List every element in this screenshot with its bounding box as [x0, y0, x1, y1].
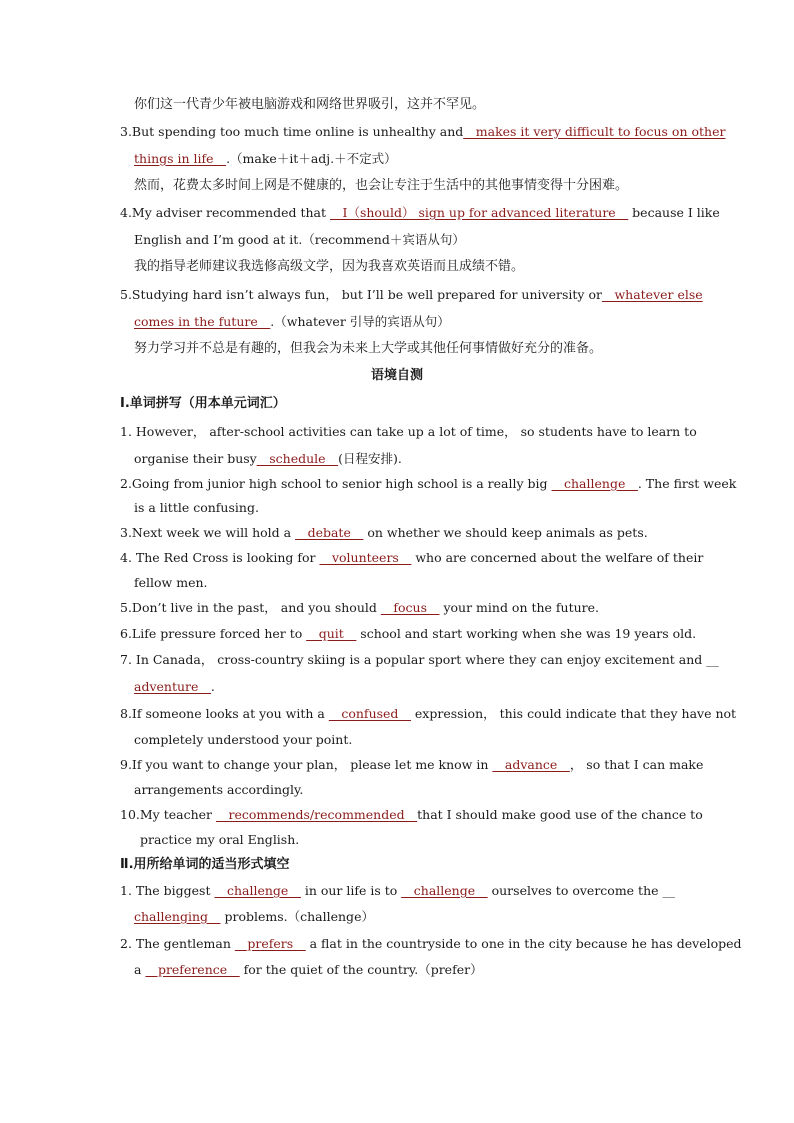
line-13	[120, 424, 697, 440]
text: 1. The biggest	[120, 883, 215, 898]
text: completely understood your point.	[134, 732, 353, 747]
answer: __whatever else	[601, 287, 703, 302]
text: 3.But spending too much time online is unhealthy and	[120, 124, 464, 139]
text: is a little confusing.	[134, 500, 259, 515]
text: a flat in the countryside to one in the city because he has developed	[305, 936, 742, 951]
answer: __I（should） sign up for advanced literature__	[330, 205, 629, 220]
line-10	[134, 341, 602, 357]
text: school and start working when she was 19 years old.	[356, 626, 697, 641]
line-19	[134, 575, 208, 591]
line-20	[120, 600, 599, 616]
text: 6.Life pressure forced her to	[120, 626, 307, 641]
text: that I should make good use of the chance to	[417, 807, 703, 822]
answer: __advance__	[492, 757, 570, 772]
text: organise their busy	[134, 451, 257, 466]
answer: challenging__	[134, 909, 221, 924]
answer: __challenge__	[214, 883, 301, 898]
line-34	[134, 962, 483, 978]
line-23	[134, 679, 215, 695]
text: 我的指导老师建议我选修高级文学，因为我喜欢英语而且成绩不错。	[134, 259, 525, 274]
line-25	[134, 732, 352, 748]
text: arrangements accordingly.	[134, 782, 304, 797]
section-heading-1	[120, 396, 286, 412]
answer: __prefers__	[234, 936, 306, 951]
section-title	[0, 368, 794, 384]
line-5	[120, 205, 720, 221]
text: because I like	[628, 205, 720, 220]
line-21	[120, 626, 696, 642]
text: practice my oral English.	[140, 832, 300, 847]
text: 4. The Red Cross is looking for	[120, 550, 320, 565]
answer: adventure__	[134, 679, 211, 694]
text: who are concerned about the welfare of their	[411, 550, 704, 565]
line-3	[134, 151, 397, 167]
answer: __challenge__	[401, 883, 488, 898]
answer: __debate__	[295, 525, 364, 540]
answer: __focus__	[380, 600, 440, 615]
text: your mind on the future.	[439, 600, 600, 615]
text: 8.If someone looks at you with a	[120, 706, 329, 721]
text: 3.Next week we will hold a	[120, 525, 296, 540]
line-17	[120, 525, 648, 541]
text: 10.My teacher	[120, 807, 216, 822]
answer: __recommends/recommended__	[215, 807, 418, 822]
line-28	[120, 807, 703, 823]
answer: __makes it very difficult to focus on other	[463, 124, 726, 139]
text: 5.Don’t live in the past， and you should	[120, 600, 381, 615]
text: Ⅰ.单词拼写（用本单元词汇）	[120, 396, 286, 411]
text: fellow men.	[134, 575, 208, 590]
answer: __quit__	[306, 626, 357, 641]
text: 7. In Canada， cross-country skiing is a popular sport where they can enjoy excitement and __	[120, 652, 719, 667]
text: English and I’m good at it.（recommend＋宾语从句）	[134, 232, 465, 247]
answer: things in life__	[134, 151, 227, 166]
line-15	[120, 476, 736, 492]
answer: __confused__	[328, 706, 411, 721]
line-18	[120, 550, 703, 566]
line-1	[134, 97, 485, 113]
text: expression， this could indicate that they have not	[410, 706, 737, 721]
text: .（whatever 引导的宾语从句）	[270, 314, 450, 329]
line-9	[134, 314, 450, 330]
text: 努力学习并不总是有趣的，但我会为未来上大学或其他任何事情做好充分的准备。	[134, 341, 603, 356]
line-8	[120, 287, 703, 303]
text: (日程安排).	[338, 451, 402, 466]
line-2	[120, 124, 725, 140]
text: 2. The gentleman	[120, 936, 235, 951]
text: .	[210, 679, 215, 694]
text: for the quiet of the country.（prefer）	[239, 962, 483, 977]
line-27	[134, 782, 303, 798]
text: . The first week	[637, 476, 737, 491]
line-31	[120, 883, 675, 899]
line-16	[134, 500, 259, 516]
text: .（make＋it＋adj.＋不定式）	[226, 151, 397, 166]
line-33	[120, 936, 742, 952]
line-22	[120, 652, 719, 668]
text: Ⅱ.用所给单词的适当形式填空	[120, 857, 290, 872]
line-6	[134, 232, 465, 248]
line-7	[134, 259, 524, 275]
answer: __schedule__	[256, 451, 339, 466]
answer: __volunteers__	[319, 550, 412, 565]
line-26	[120, 757, 703, 773]
text: 语境自测	[370, 368, 423, 383]
text: a	[134, 962, 146, 977]
answer: __preference__	[145, 962, 240, 977]
text: ， so that I can make	[569, 757, 704, 772]
text: 2.Going from junior high school to senior high school is a really big	[120, 476, 552, 491]
line-14	[134, 451, 402, 467]
text: on whether we should keep animals as pets.	[363, 525, 648, 540]
text: ourselves to overcome the __	[487, 883, 675, 898]
line-4	[134, 178, 628, 194]
line-24	[120, 706, 736, 722]
answer: __challenge__	[551, 476, 638, 491]
text: in our life is to	[300, 883, 402, 898]
text: 9.If you want to change your plan， please let me know in	[120, 757, 493, 772]
text: 5.Studying hard isn’t always fun， but I’ll be well prepared for university or	[120, 287, 602, 302]
line-32	[134, 909, 374, 925]
line-29	[140, 832, 299, 848]
section-heading-2	[120, 857, 290, 873]
answer: comes in the future__	[134, 314, 271, 329]
text: 4.My adviser recommended that	[120, 205, 330, 220]
text: 然而，花费太多时间上网是不健康的，也会让专注于生活中的其他事情变得十分困难。	[134, 178, 629, 193]
text: 1. However， after-school activities can take up a lot of time， so students have to learn to	[120, 424, 697, 439]
text: problems.（challenge）	[220, 909, 374, 924]
text: 你们这一代青少年被电脑游戏和网络世界吸引，这并不罕见。	[134, 97, 486, 112]
